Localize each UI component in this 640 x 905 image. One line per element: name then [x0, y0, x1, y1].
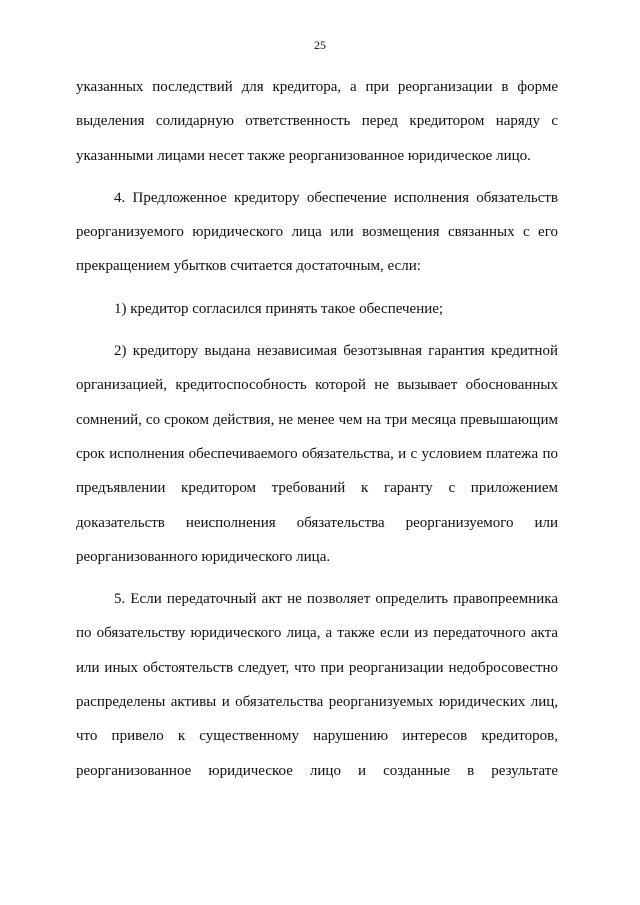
paragraph-item-4: 4. Предложенное кредитору обеспечение исполнения обязательств реорганизуемого юридического лица или возмещения связанных с его прекращением убытков считается достаточным, если:: [76, 189, 558, 275]
paragraph-item-5: 5. Если передаточный акт не позволяет определить правопреемника по обязательству юридического лица, а также если из передаточного акта или иных обстоятельств следует, что при реорганизации недобросовестно распределены активы и обязательства реорганизуемых юридических лиц, что привело к существенному нарушению интересов кредиторов, реорганизованное юридическое лицо и созданные в результате: [76, 591, 558, 779]
document-body: [76, 70, 558, 788]
paragraph-gap: [76, 326, 558, 334]
paragraph-continuation: указанных последствий для кредитора, а при реорганизации в форме выделения солидарную ответственность перед кредитором наряду с указанными лицами несет также реорганизованное юридическое лицо.: [76, 79, 558, 164]
paragraph-subitem-2: 2) кредитору выдана независимая безотзывная гарантия кредитной организацией, кредитоспособность которой не вызывает обоснованных сомнений, со сроком действия, не менее чем на три месяца превышающим срок исполнения обеспечиваемого обязательства, и с условием платежа по предъявлении кредитором требований к гаранту с приложением доказательств неисполнения обязательства реорганизуемого или реорганизованного юридического лица.: [76, 343, 558, 565]
page-number: 25: [314, 38, 326, 52]
paragraph-gap: [76, 173, 558, 181]
paragraph-subitem-1: 1) кредитор согласился принять такое обеспечение;: [114, 300, 444, 317]
paragraph-gap: [76, 574, 558, 582]
paragraph-gap: [76, 284, 558, 292]
